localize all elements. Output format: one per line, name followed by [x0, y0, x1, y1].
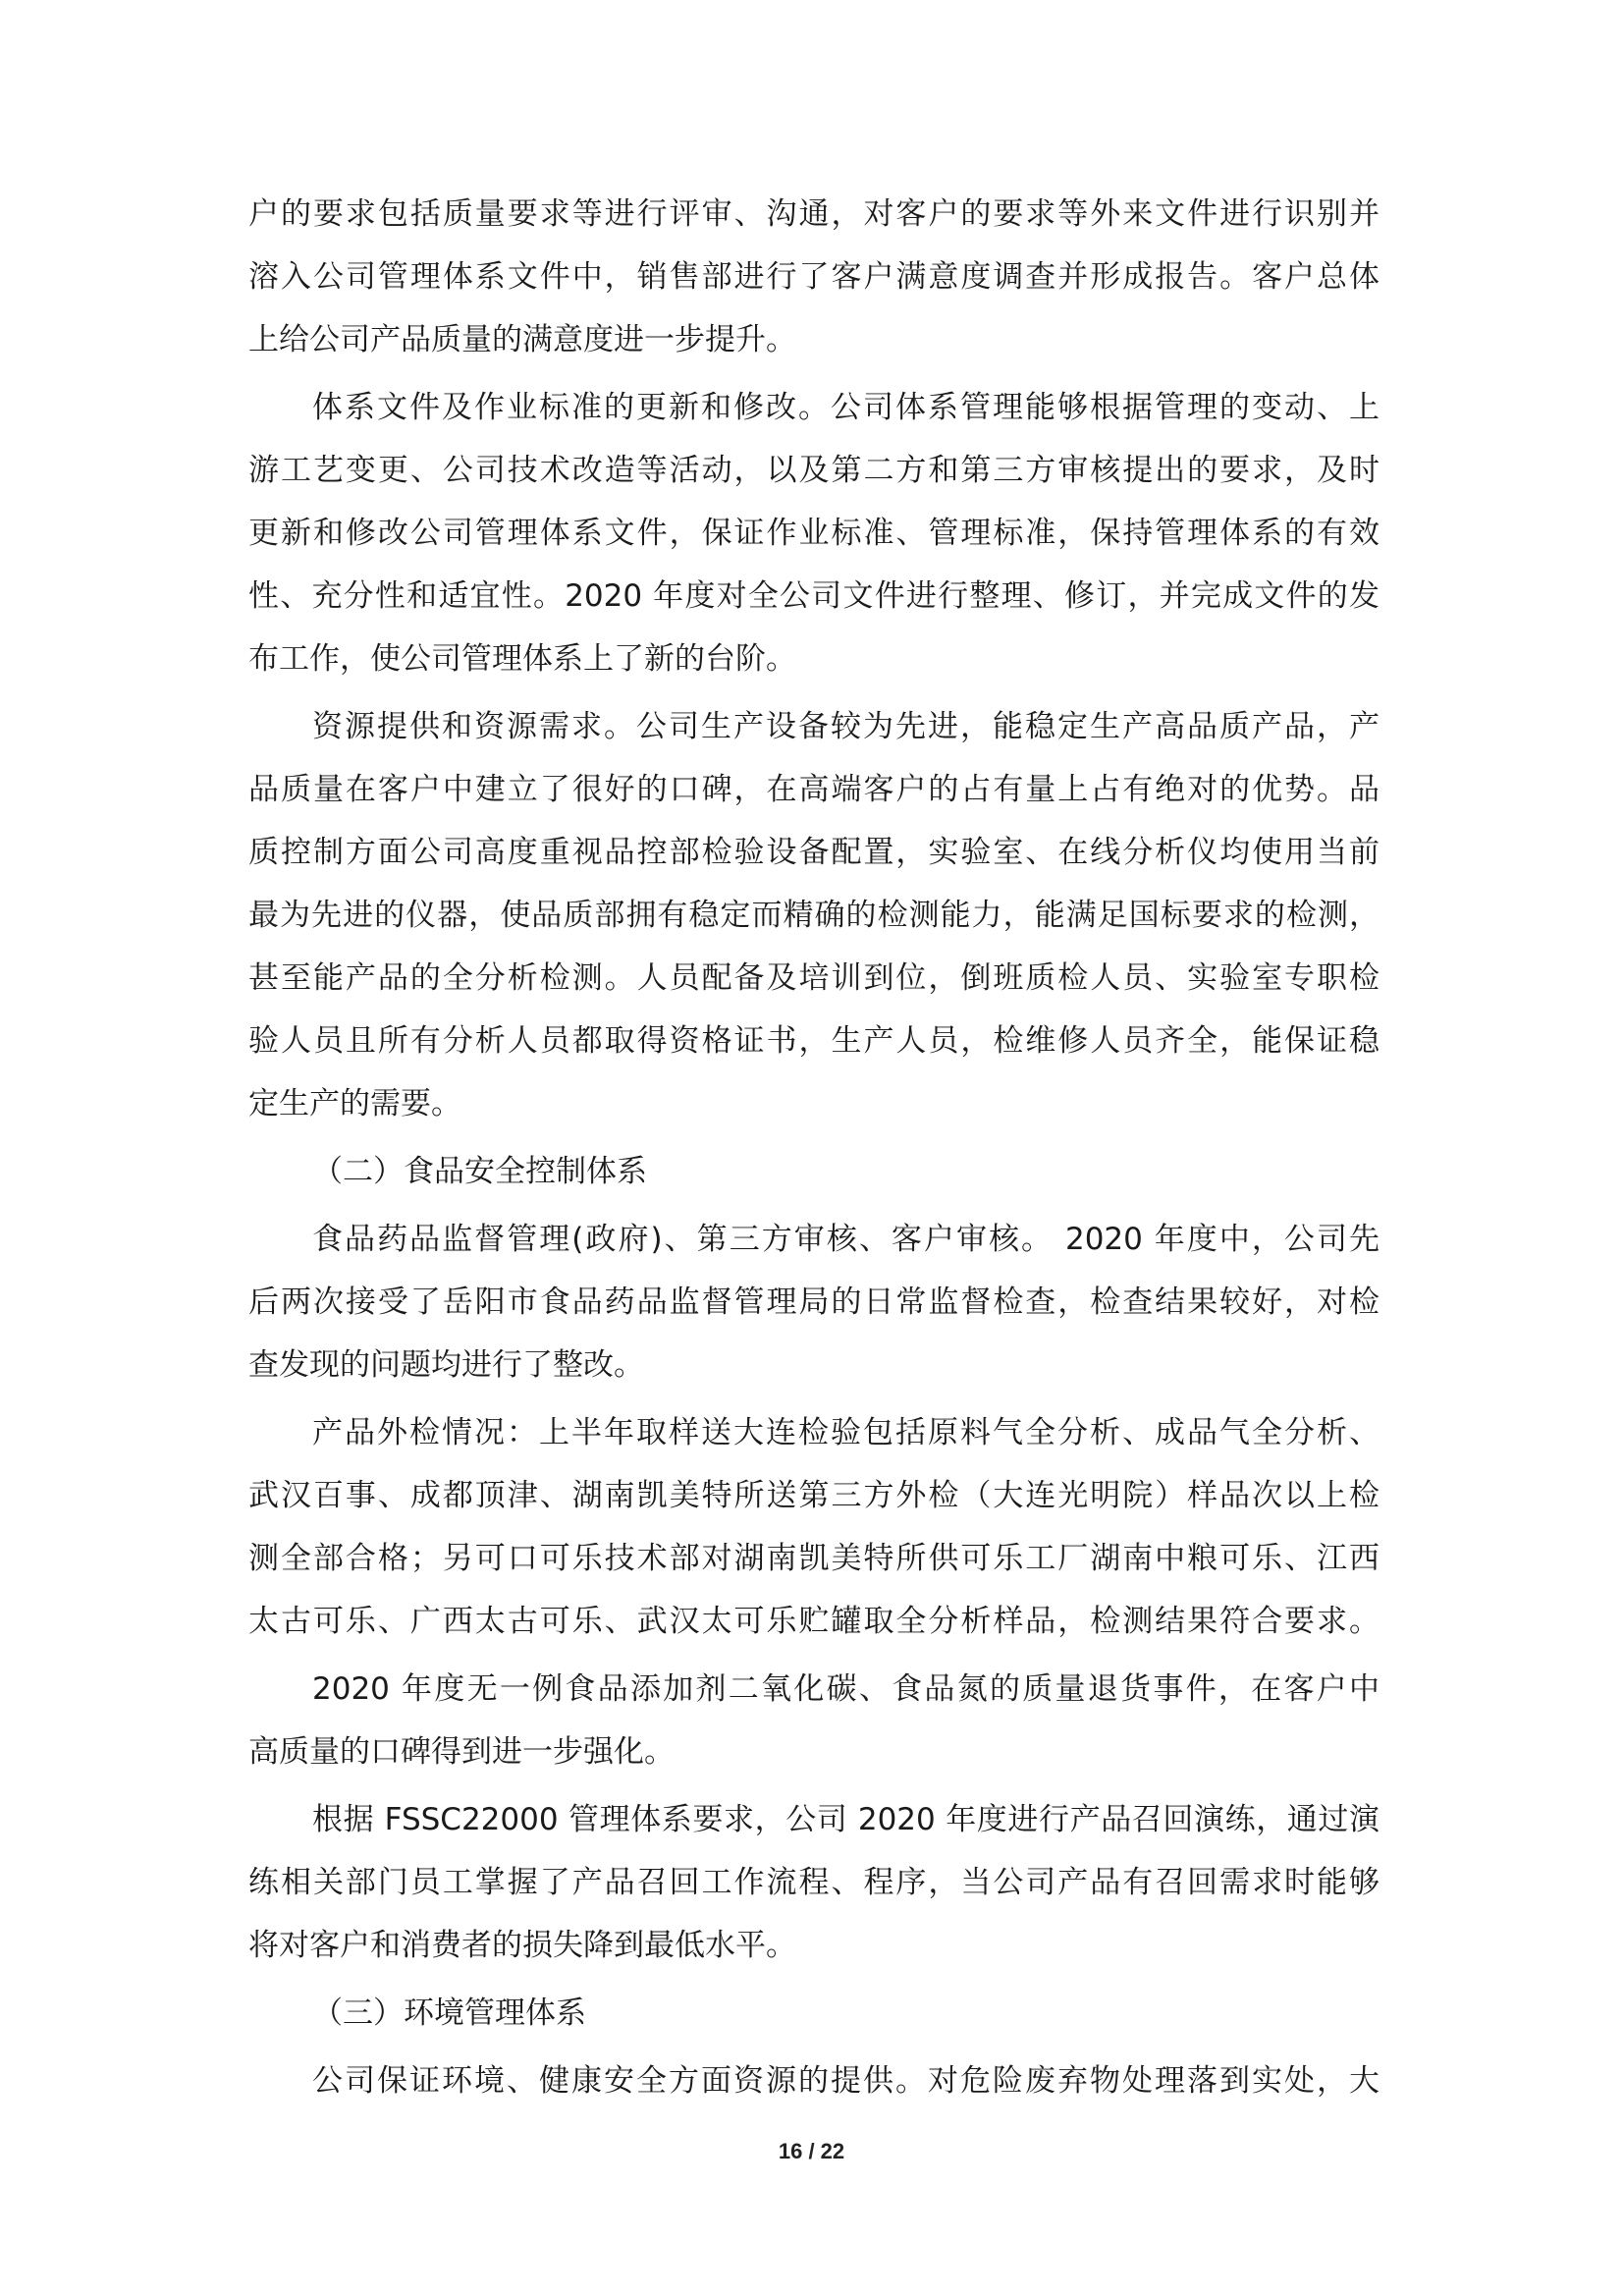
text-line: 产品外检情况：上半年取样送大连检验包括原料气全分析、成品气全分析、	[312, 1415, 1380, 1450]
section-heading: （二）食品安全控制体系	[312, 1154, 647, 1189]
text-line: 布工作，使公司管理体系上了新的台阶。	[248, 641, 796, 677]
text-line: 资源提供和资源需求。公司生产设备较为先进，能稳定生产高品质产品，产	[312, 709, 1380, 744]
text-line: 测全部合格；另可口可乐技术部对湖南凯美特所供可乐工厂湖南中粮可乐、江西	[248, 1541, 1380, 1576]
text-line: 甚至能产品的全分析检测。人员配备及培训到位，倒班质检人员、实验室专职检	[248, 960, 1380, 996]
text-line: 溶入公司管理体系文件中，销售部进行了客户满意度调查并形成报告。客户总体	[248, 259, 1380, 295]
text-line: 将对客户和消费者的损失降到最低水平。	[248, 1928, 796, 1963]
text-line: 上给公司产品质量的满意度进一步提升。	[248, 322, 796, 357]
text-line: 质控制方面公司高度重视品控部检验设备配置，实验室、在线分析仪均使用当前	[248, 835, 1380, 870]
text-line: 公司保证环境、健康安全方面资源的提供。对危险废弃物处理落到实处，大	[312, 2063, 1380, 2099]
text-line: 验人员且所有分析人员都取得资格证书，生产人员，检维修人员齐全，能保证稳	[248, 1023, 1380, 1059]
text-line: 太古可乐、广西太古可乐、武汉太可乐贮罐取全分析样品，检测结果符合要求。	[248, 1604, 1380, 1639]
text-line: 最为先进的仪器，使品质部拥有稳定而精确的检测能力，能满足国标要求的检测，	[248, 898, 1380, 933]
text-line: 体系文件及作业标准的更新和修改。公司体系管理能够根据管理的变动、上	[312, 390, 1380, 425]
text-line: 武汉百事、成都顶津、湖南凯美特所送第三方外检（大连光明院）样品次以上检	[248, 1478, 1380, 1513]
page-number: 16 / 22	[778, 2139, 845, 2163]
text-line: 游工艺变更、公司技术改造等活动，以及第二方和第三方审核提出的要求，及时	[248, 453, 1380, 488]
text-line: 根据 FSSC22000 管理体系要求，公司 2020 年度进行产品召回演练，通过演	[312, 1802, 1380, 1837]
text-line: 2020 年度无一例食品添加剂二氧化碳、食品氮的质量退货事件，在客户中	[312, 1671, 1380, 1707]
text-line: 高质量的口碑得到进一步强化。	[248, 1734, 675, 1770]
text-line: 定生产的需要。	[248, 1086, 461, 1121]
section-heading: （三）环境管理体系	[312, 1995, 586, 2031]
text-line: 品质量在客户中建立了很好的口碑，在高端客户的占有量上占有绝对的优势。品	[248, 772, 1380, 807]
text-line: 练相关部门员工掌握了产品召回工作流程、程序，当公司产品有召回需求时能够	[248, 1865, 1380, 1900]
text-line: 性、充分性和适宜性。2020 年度对全公司文件进行整理、修订，并完成文件的发	[248, 578, 1380, 614]
text-line: 后两次接受了岳阳市食品药品监督管理局的日常监督检查，检查结果较好，对检	[248, 1285, 1380, 1320]
text-line: 更新和修改公司管理体系文件，保证作业标准、管理标准，保持管理体系的有效	[248, 516, 1380, 551]
text-line: 食品药品监督管理(政府)、第三方审核、客户审核。 2020 年度中，公司先	[312, 1222, 1380, 1257]
text-line: 查发现的问题均进行了整改。	[248, 1347, 644, 1383]
text-line: 户的要求包括质量要求等进行评审、沟通，对客户的要求等外来文件进行识别并	[248, 196, 1380, 232]
